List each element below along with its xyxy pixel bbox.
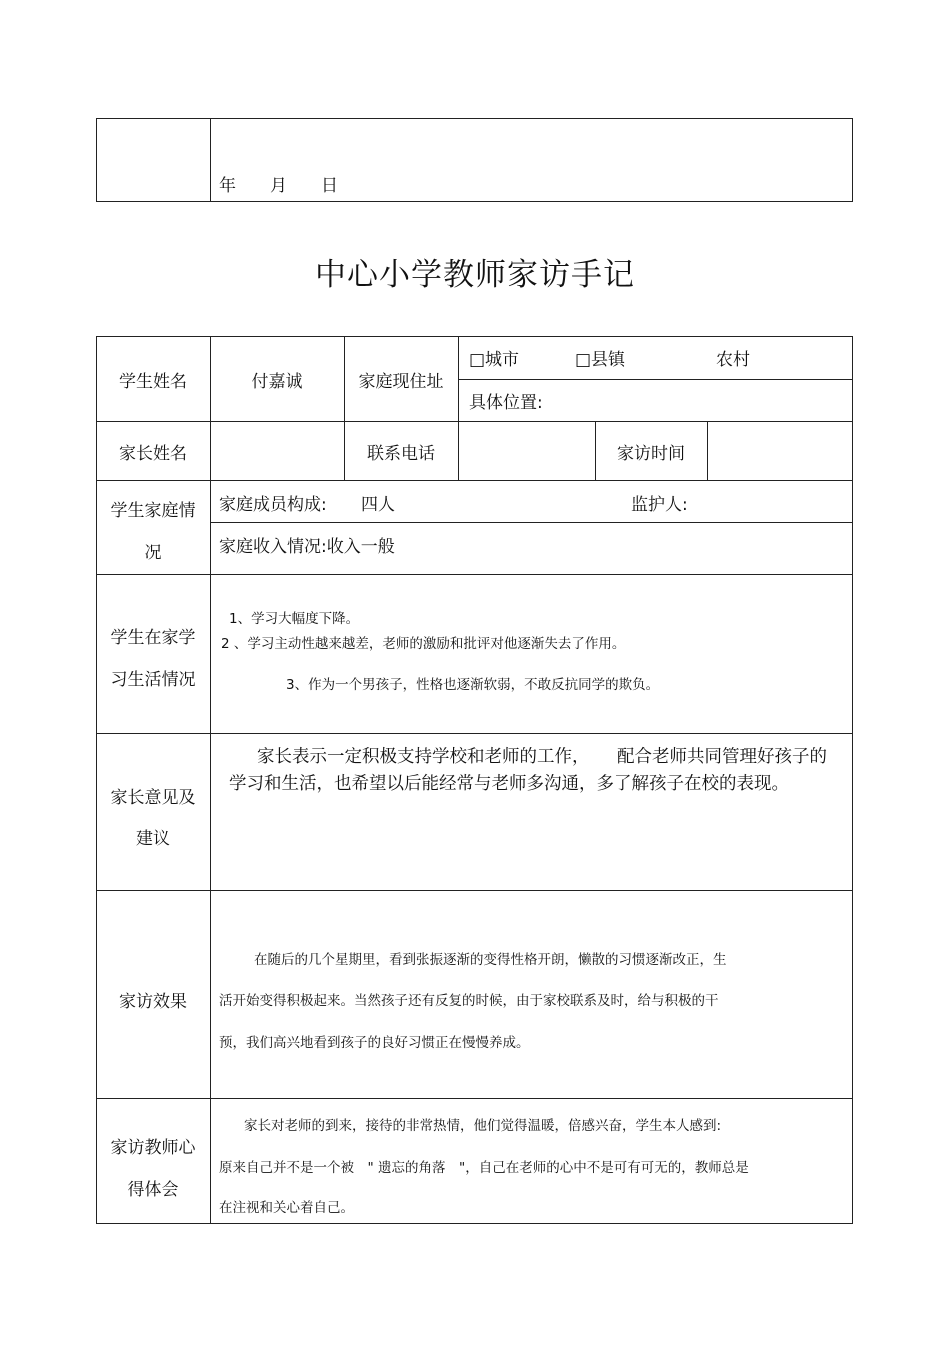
- parent-opinion-label: 家长意见及: [110, 788, 196, 808]
- parent-opinion-text: 学习和生活，也希望以后能经常与老师多沟通，多了解孩子在校的表现。: [229, 774, 789, 794]
- column-divider: [707, 421, 708, 481]
- parent-opinion-text: 配合老师共同管理好孩子的: [617, 747, 827, 767]
- reflection-text: 原来自己并不是一个被 " 遗忘的角落 "，自己在老师的心中不是可有可无的，教师总是: [219, 1160, 749, 1176]
- reflection-label-continued: 得体会: [127, 1180, 179, 1200]
- home-life-item: 1、学习大幅度下降。: [229, 611, 360, 627]
- parent-name-label: 家长姓名: [119, 444, 187, 464]
- reflection-text: 家长对老师的到来，接待的非常热情，他们觉得温暖，倍感兴奋，学生本人感到:: [244, 1118, 722, 1134]
- family-income: 家庭收入情况:收入一般: [219, 537, 395, 557]
- effect-text: 活开始变得积极起来。当然孩子还有反复的时候，由于家校联系及时，给与积极的干: [219, 993, 719, 1009]
- address-option-village: 农村: [716, 350, 750, 370]
- family-subrow-divider: [210, 522, 853, 523]
- top-table-divider: [210, 118, 211, 202]
- visit-time-label: 家访时间: [617, 444, 685, 464]
- phone-label: 联系电话: [367, 444, 435, 464]
- guardian-label: 监护人:: [631, 495, 688, 515]
- label-column-divider: [210, 336, 211, 1224]
- student-name-label: 学生姓名: [119, 372, 187, 392]
- home-life-label-continued: 习生活情况: [110, 670, 196, 690]
- effect-text: 预，我们高兴地看到孩子的良好习惯正在慢慢养成。: [219, 1035, 530, 1051]
- family-label-continued: 况: [144, 543, 162, 563]
- family-members-label: 家庭成员构成:: [219, 495, 327, 515]
- parent-opinion-text: 家长表示一定积极支持学校和老师的工作，: [257, 747, 590, 767]
- column-divider: [458, 336, 459, 481]
- address-subrow-divider: [458, 379, 853, 380]
- home-life-item: 3、作为一个男孩子，性格也逐渐软弱，不敢反抗同学的欺负。: [286, 677, 660, 693]
- family-members-value: 四人: [361, 495, 395, 515]
- address-label: 家庭现住址: [358, 372, 444, 392]
- student-name-value: 付嘉诚: [251, 372, 303, 392]
- address-option-town: □县镇: [575, 350, 626, 370]
- reflection-text: 在注视和关心着自己。: [219, 1200, 354, 1216]
- address-option-city: □城市: [469, 350, 520, 370]
- effect-text: 在随后的几个星期里，看到张振逐渐的变得性格开朗，懒散的习惯逐渐改正，生: [254, 952, 727, 968]
- address-detail-label: 具体位置:: [469, 393, 543, 413]
- effect-label: 家访效果: [119, 992, 187, 1012]
- family-label: 学生家庭情: [110, 501, 196, 521]
- home-life-label: 学生在家学: [110, 628, 196, 648]
- date-label: 年 月 日: [219, 176, 338, 196]
- reflection-label: 家访教师心: [110, 1138, 196, 1158]
- home-life-item: 2 、学习主动性越来越差，老师的激励和批评对他逐渐失去了作用。: [221, 636, 626, 652]
- page-title: 中心小学教师家访手记: [315, 257, 635, 293]
- parent-opinion-label-continued: 建议: [136, 829, 170, 849]
